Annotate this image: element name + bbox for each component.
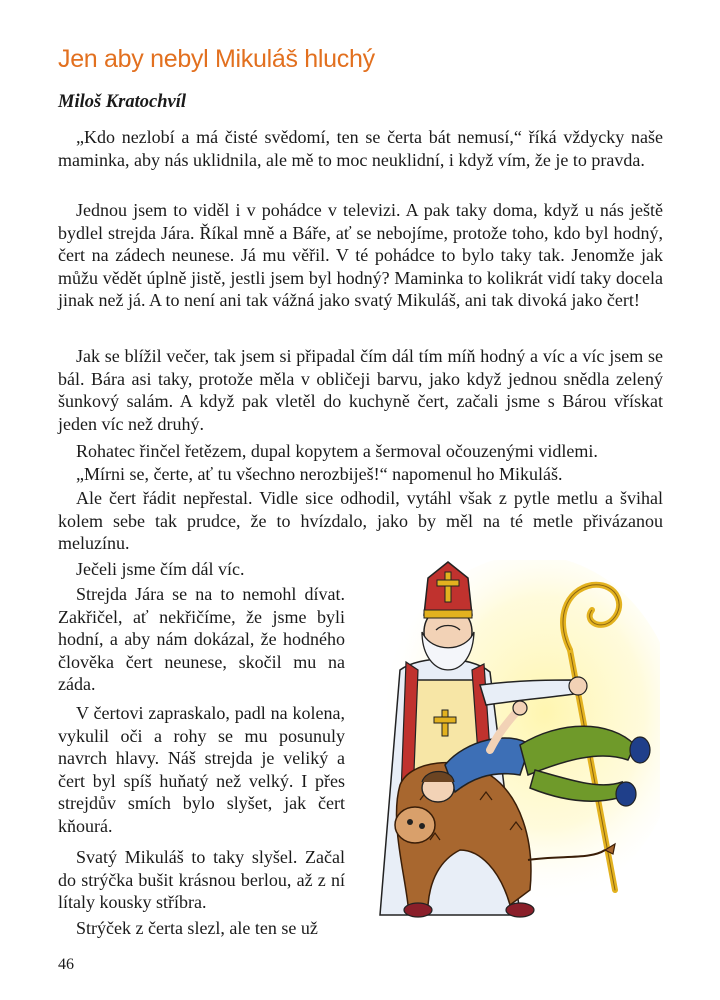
author-name: Miloš Kratochvíl	[58, 92, 186, 112]
paragraph: Strýček z čerta slezl, ale ten se už	[76, 918, 318, 938]
page-number: 46	[58, 956, 74, 973]
paragraph: Jednou jsem to viděl i v pohádce v televizi. A pak taky doma, když u nás ještě bydlel strejda Jára. Říkal mně a Báře, ať se nebojíme, protože toho, kdo byl hodný, čert na zádech neunese. Já mu věřil. V té pohádce to bylo taky tak. Jenomže jak můžu vědět úplně jistě, jestli jsem byl hodný? Maminka to kolikrát vidí taky docela jinak než já. A to není ani tak vážná jako svatý Mikuláš, ani tak divoká jako čert!	[58, 200, 663, 310]
paragraph: „Mírni se, čerte, ať tu všechno nerozbiješ!“ napomenul ho Mikuláš.	[76, 464, 563, 484]
paragraph: Rohatec řinčel řetězem, dupal kopytem a šermoval očouzenými vidlemi.	[76, 441, 598, 461]
paragraph: V čertovi zapraskalo, padl na kolena, vykulil oči a rohy se mu posunuly navrch hlavy. Náš strejda je veliký a čert byl spíš huňatý než velký. I přes strejdův smích bylo slyšet, jak čert kňourá.	[58, 703, 345, 836]
paragraph: Ale čert řádit nepřestal. Vidle sice odhodil, vytáhl však z pytle metlu a švihal kolem sebe tak prudce, že to hvízdalo, jako by měl na té metle přivázanou meluzínu.	[58, 488, 663, 553]
paragraph: „Kdo nezlobí a má čisté svědomí, ten se čerta bát nemusí,“ říká vždycky naše maminka, aby nás uklidnila, ale mě to moc neuklidní, i když vím, že je to pravda.	[58, 127, 663, 170]
saint-nicholas-illustration	[360, 560, 660, 930]
paragraph: Jak se blížil večer, tak jsem si připadal čím dál tím míň hodný a víc a víc jsem se bál. Bára asi taky, protože měla v obličeji barvu, jako když jednou snědla zelený šunkový salám. A když pak vletěl do kuchyně čert, začali jsme s Bárou vřískat jeden víc než druhý.	[58, 346, 663, 434]
paragraph: Svatý Mikuláš to taky slyšel. Začal do strýčka bušit krásnou berlou, až z ní lítaly kousky stříbra.	[58, 847, 345, 912]
story-title: Jen aby nebyl Mikuláš hluchý	[58, 45, 375, 73]
paragraph: Strejda Jára se na to nemohl dívat. Zakřičel, ať nekřičíme, že jsme byli hodní, a aby nám dokázal, že hodného člověka čert neunese, skočil mu na záda.	[58, 584, 345, 694]
paragraph: Ječeli jsme čím dál víc.	[76, 559, 245, 579]
